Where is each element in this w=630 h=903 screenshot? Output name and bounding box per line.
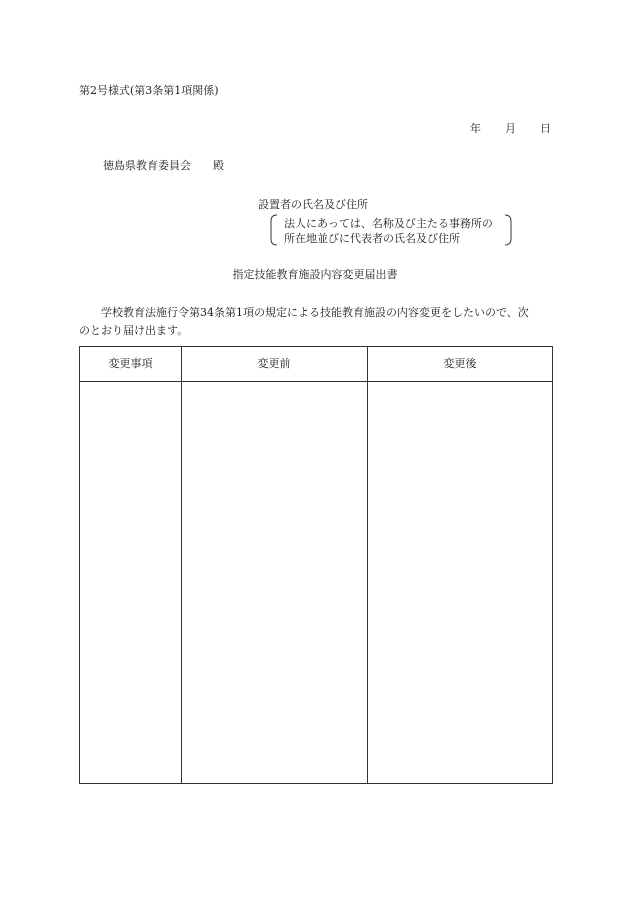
date-day-label: 日 bbox=[540, 122, 551, 135]
recipient-honorific: 殿 bbox=[213, 159, 224, 172]
body-line-1: 学校教育法施行令第34条第1項の規定による技能教育施設の内容変更をしたいので、次 bbox=[101, 306, 529, 319]
header-before-change: 変更前 bbox=[257, 357, 291, 370]
founder-note-line2: 所在地並びに代表者の氏名及び住所 bbox=[284, 232, 460, 245]
recipient bbox=[103, 157, 224, 173]
document-title: 指定技能教育施設内容変更届出書 bbox=[232, 268, 398, 281]
header-change-item: 変更事項 bbox=[108, 357, 153, 370]
body-text bbox=[79, 304, 553, 340]
column-divider bbox=[181, 347, 182, 783]
header-after-change: 変更後 bbox=[443, 357, 477, 370]
founder-note bbox=[268, 214, 514, 246]
date-year-label: 年 bbox=[470, 122, 481, 135]
founder-label: 設置者の氏名及び住所 bbox=[258, 198, 368, 211]
body-line-2: のとおり届け出ます。 bbox=[79, 324, 189, 337]
founder-note-line1: 法人にあっては、名称及び主たる事務所の bbox=[284, 217, 493, 230]
changes-table bbox=[79, 346, 553, 784]
date-line bbox=[470, 120, 551, 136]
header-divider bbox=[80, 381, 552, 382]
column-divider bbox=[367, 347, 368, 783]
date-month-label: 月 bbox=[505, 122, 516, 135]
form-number: 第2号様式(第3条第1項関係) bbox=[79, 84, 219, 97]
recipient-name: 徳島県教育委員会 bbox=[103, 159, 191, 172]
